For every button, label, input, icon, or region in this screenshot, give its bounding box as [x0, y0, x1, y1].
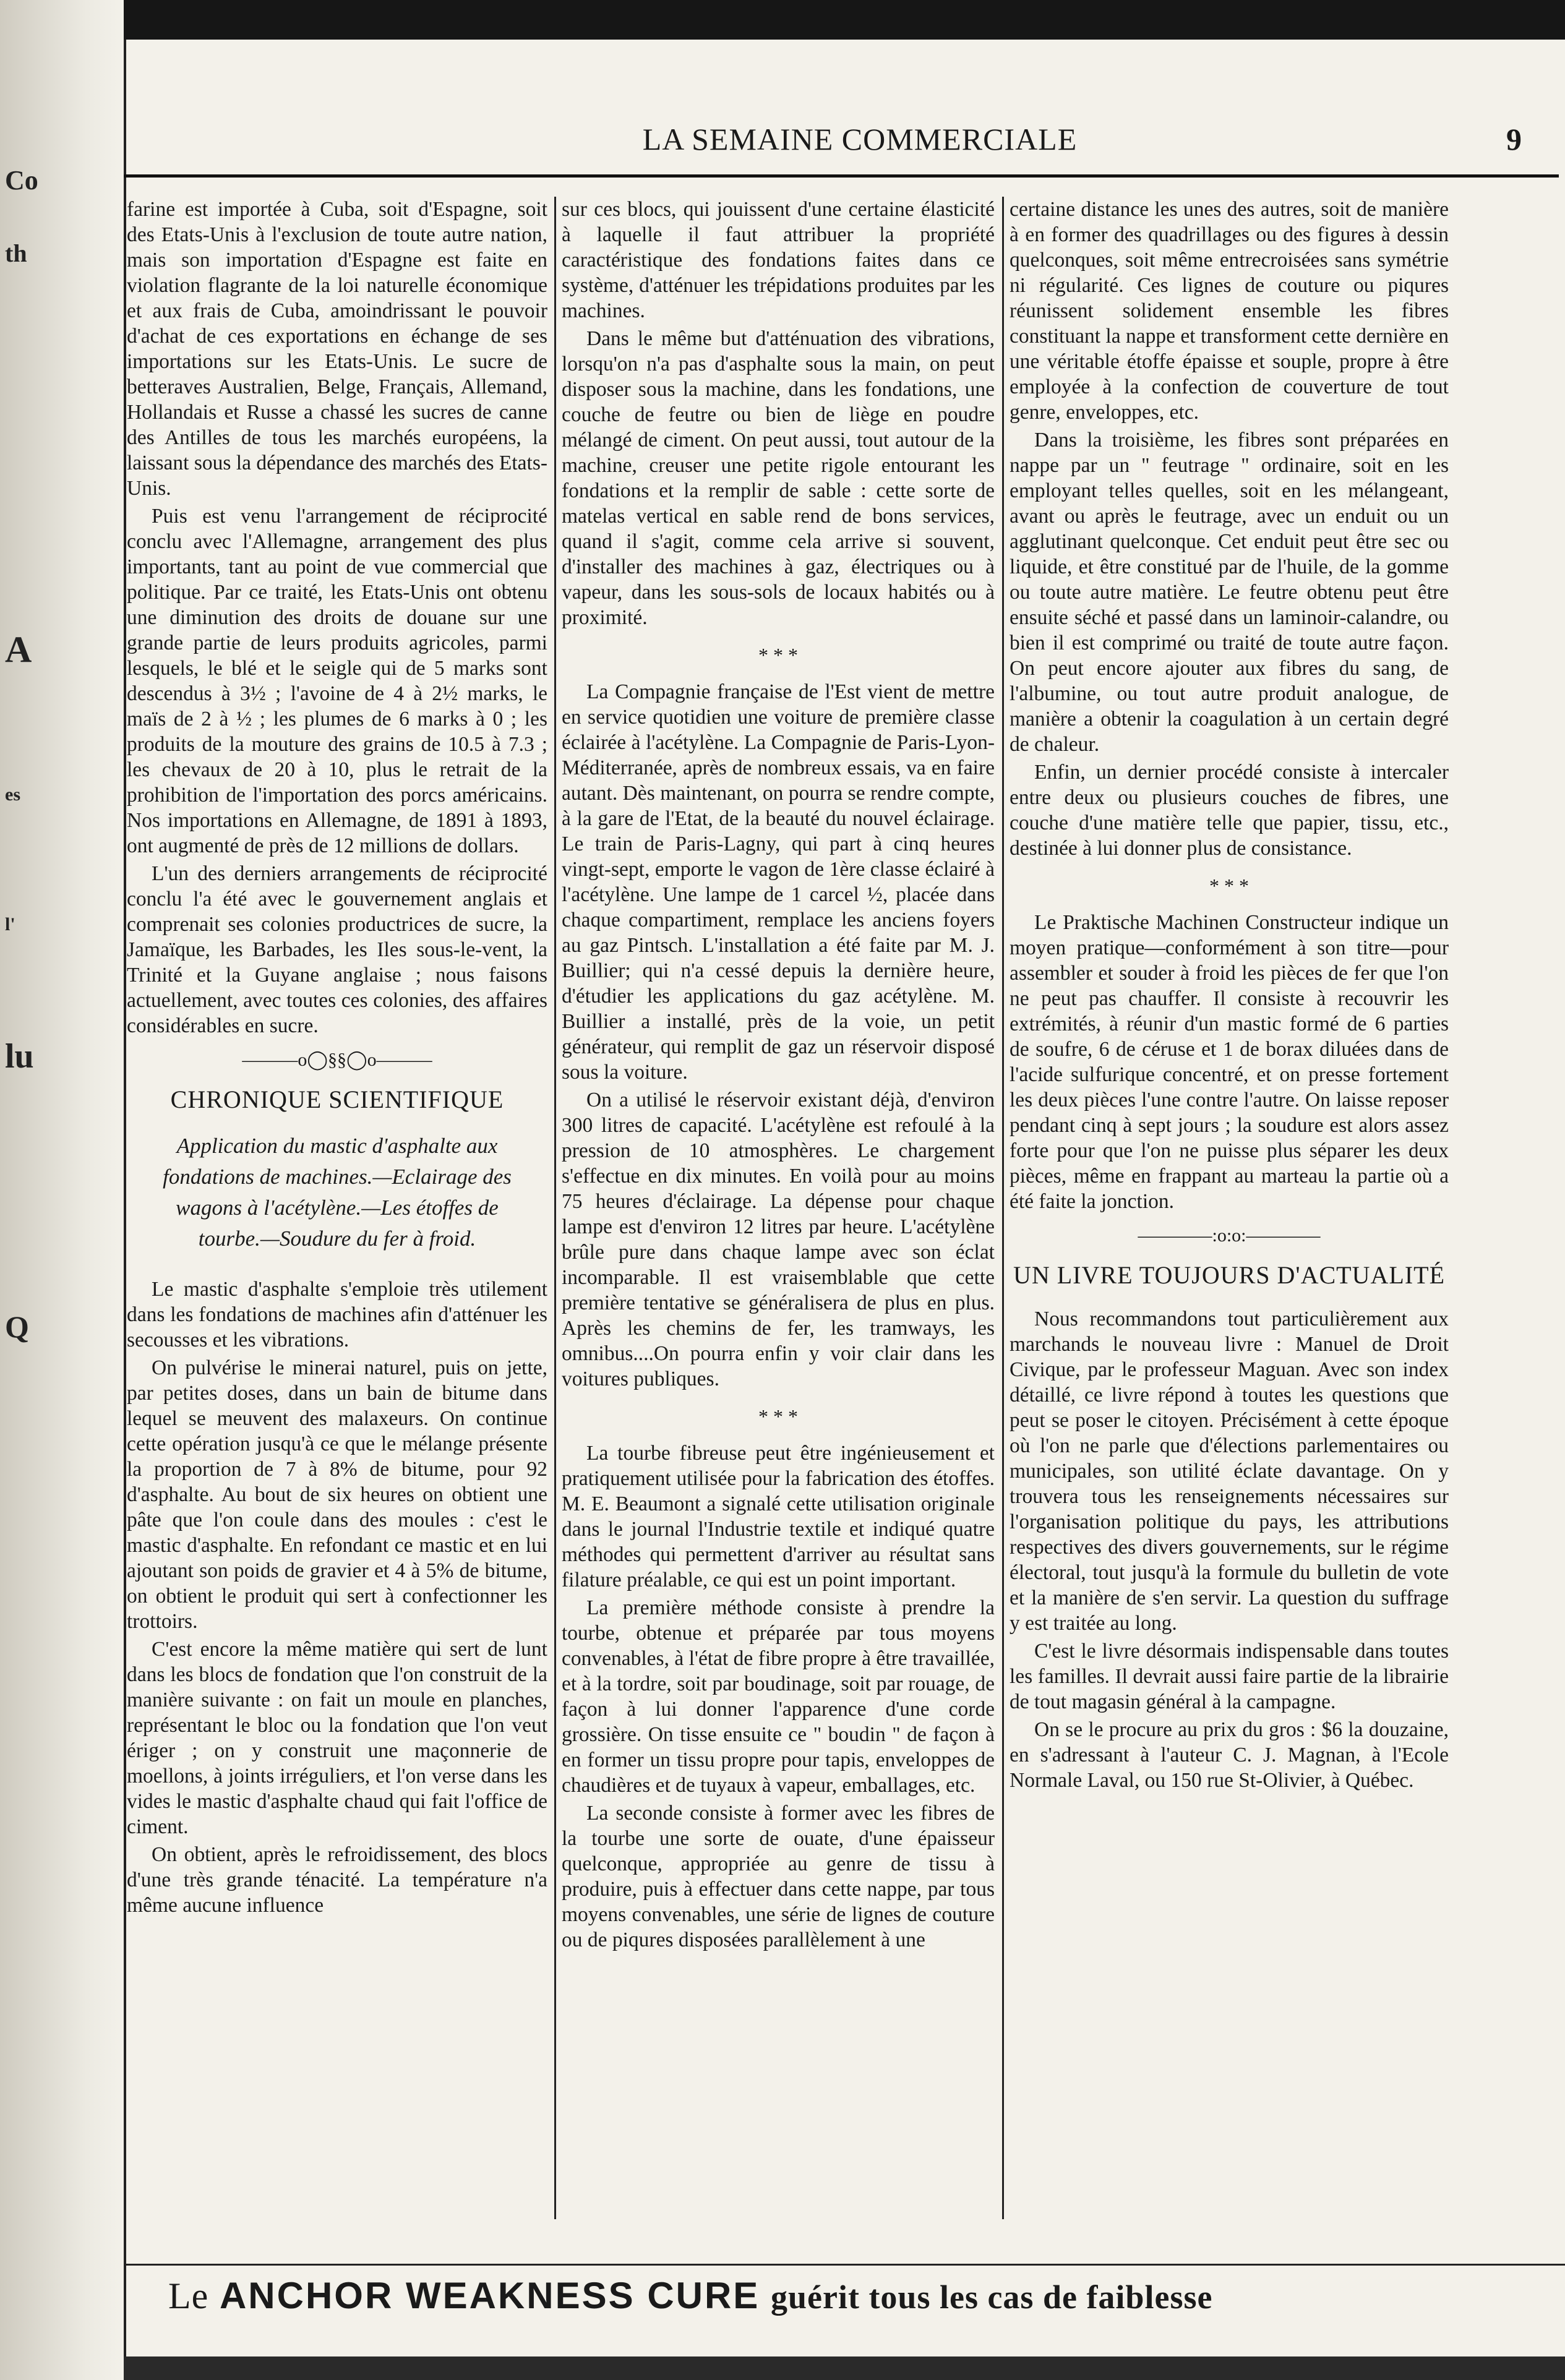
section-ornament: ————:o:o:————	[1138, 1225, 1321, 1246]
paragraph: farine est importée à Cuba, soit d'Espagne, soit des Etats-Unis à l'exclusion de toute autre nation, mais son importation d'Espagne est faite en violation flagrante de la loi naturelle économique et aux frais de Cuba, amoindrissant le pouvoir d'achat de ces exportations en échange de ses importations sur les Etats-Unis. Le sucre de betteraves Australien, Belge, Français, Allemand, Hollandais et Russe a chassé les sucres de canne des Antilles de tous les marchés européens, la laissant sous la dépendance des marchés des Etats-Unis.	[127, 198, 547, 500]
paragraph: C'est le livre désormais indispensable dans toutes les familles. Il devrait aussi faire partie de la librairie de tout magasin général à la campagne.	[1010, 1640, 1449, 1713]
column-divider	[1002, 197, 1004, 2219]
section-title: CHRONIQUE SCIENTIFIQUE	[170, 1085, 504, 1113]
scan-bottom-edge	[124, 2356, 1565, 2380]
column-1	[127, 197, 547, 2225]
advertisement-text	[168, 2274, 1212, 2318]
paragraph: La seconde consiste à former avec les fibres de la tourbe une sorte de ouate, d'une épaisseur quelconque, appropriée au genre de tissu à produire, puis à effectuer dans cette nappe, par tous moyens convenables, une série de lignes de couture ou de piqures disposées parallèlement à une	[562, 1802, 995, 1951]
paragraph: Le Praktische Machinen Constructeur indique un moyen pratique—conformément à son titre—pour assembler et souder à froid les pièces de fer que l'on ne peut pas chauffer. Il consiste à recouvrir les extrémités, à réunir d'un mastic formé de 6 parties de soufre, 6 de céruse et 1 de borax diluées dans de l'acide sulfurique concentré, et on presse fortement les deux pièces l'une contre l'autre. On laisse reposer pendant cinq à sept jours ; la soudure est alors assez forte pour que l'on ne puisse plus séparer les deux pièces, même en frappant au marteau la partie où a été faite la jonction.	[1010, 911, 1449, 1213]
paragraph: Enfin, un dernier procédé consiste à intercaler entre deux ou plusieurs couches de fibres, une couche d'une matière telle que papier, tissu, etc., destinée à lui donner plus de consistance.	[1010, 761, 1449, 860]
margin-fragment: lu	[5, 1037, 34, 1076]
column-2	[562, 197, 995, 2225]
section-title: UN LIVRE TOUJOURS D'ACTUALITÉ	[1013, 1261, 1446, 1289]
paragraph: Dans le même but d'atténuation des vibrations, lorsqu'on n'a pas d'asphalte sous la main, on peut disposer sous la machine, dans les fondations, une couche de feutre ou bien de liège en poudre mélangé de ciment. On peut aussi, tout autour de la machine, creuser une petite rigole entourant les fondations et la remplir de sable : cette sorte de matelas vertical en sable rend de bons services, quand il s'agit, comme cela arrive si souvent, d'installer des machines à gaz, électriques ou à vapeur, dans les sous-sols de locaux habités ou à proximité.	[562, 327, 995, 629]
margin-fragment: es	[5, 784, 20, 805]
column-3	[1010, 197, 1449, 2225]
paragraph: On se le procure au prix du gros : $6 la douzaine, en s'adressant à l'auteur C. J. Magnan, à l'Ecole Normale Laval, ou 150 rue St-Olivier, à Québec.	[1010, 1718, 1449, 1792]
paragraph: La Compagnie française de l'Est vient de mettre en service quotidien une voiture de première classe éclairée à l'acétylène. La Compagnie de Paris-Lyon-Méditerranée, après de nombreux essais, va en faire autant. Dès maintenant, on pourra se rendre compte, à la gare de l'Etat, de la beauté du nouvel éclairage. Le train de Paris-Lagny, qui part à cinq heures vingt-sept, emporte le vagon de 1ère classe éclairé à l'acétylène. Une lampe de 1 carcel ½, placée dans chaque compartiment, remplace les anciens foyers au gaz Pintsch. L'installation a été faite par M. J. Buillier; qui n'a cessé depuis la dernière heure, d'étudier les applications du gaz acétylène. M. Buillier a installé, près de la voie, un petit générateur, qui remplit de gaz un réservoir disposé sous la voiture.	[562, 680, 995, 1084]
paragraph: Nous recommandons tout particulièrement aux marchands le nouveau livre : Manuel de Droit Civique, par le professeur Maguan. Avec son index détaillé, ce livre répond à toutes les questions que peut se poser le citoyen. Précisément à cette époque où l'on ne parle que d'élections parlementaires ou municipales, son utilité éclate davantage. On y trouvera tous les renseignements nécessaires sur l'organisation politique du pays, les attributions respectives des divers gouvernements, sur le régime électoral, tout jusqu'à la formule du bulletin de vote et la manière de s'en servir. La question du suffrage y est traitée au long.	[1010, 1308, 1449, 1635]
paragraph: certaine distance les unes des autres, soit de manière à en former des quadrillages ou des figures à dessin quelconques, soit même entrecroisées sans symétrie ni régularité. Ces lignes de couture ou piqures réunissent solidement ensemble les fibres constituant la nappe et transforment cette dernière en une véritable étoffe épaisse et souple, propre à être employée à la confection de couverture de tout genre, enveloppes, etc.	[1010, 198, 1449, 424]
paragraph: On pulvérise le minerai naturel, puis on jette, par petites doses, dans un bain de bitume dans lequel se meuvent des malaxeurs. On continue cette opération jusqu'à ce que le mélange présente la proportion de 7 à 8% de bitume, pour 92 d'asphalte. Au bout de six heures on obtient une pâte que l'on coule dans des moules : c'est le mastic d'asphalte. En refondant ce mastic et en lui ajoutant son poids de gravier et 4 à 5% de bitume, on obtient le produit qui sert à confectionner les trottoirs.	[127, 1356, 547, 1633]
margin-fragment: Q	[5, 1309, 29, 1344]
paragraph: Puis est venu l'arrangement de réciprocité conclu avec l'Allemagne, arrangement des plus importants, tant au point de vue commercial que politique. Par ce traité, les Etats-Unis ont obtenu une diminution des droits de douane sur une grande partie de leurs produits agricoles, parmi lesquels, le blé et le seigle qui de 5 marks sont descendus à 3½ ; l'avoine de 4 à 2½ marks, le maïs de 2 à ½ ; les plumes de 6 marks à 0 ; les produits de la mouture des grains de 10.5 à 7.3 ; les chevaux de 20 à 10, plus le retrait de la prohibition de l'importation des porcs américains. Nos importations en Allemagne, de 1891 à 1893, ont augmenté de près de 12 millions de dollars.	[127, 505, 547, 857]
paragraph: La première méthode consiste à prendre la tourbe, obtenue et préparée par tous moyens convenables, à l'état de fibre propre à être travaillée, et à la tordre, soit par boudinage, soit par rouage, de façon à lui donner l'apparence d'une corde grossière. On tisse ensuite ce " boudin " de façon à en former un tissu propre pour tapis, enveloppes de chaudières et de tuyaux à vapeur, emballages, etc.	[562, 1596, 995, 1797]
running-title: LA SEMAINE COMMERCIALE	[642, 122, 1078, 156]
margin-fragment: A	[5, 629, 32, 670]
paragraph: Dans la troisième, les fibres sont préparées en nappe par un " feutrage " ordinaire, soit en les employant telles quelles, soit en les mélangeant, avant ou après le feutrage, avec un enduit ou un agglutinant quelconque. Cet enduit peut être sec ou liquide, et être constitué par de l'huile, de la gomme ou toute autre matière. Le feutre obtenu peut être ensuite séché et passé dans un laminoir-calandre, ou bien il est comprimé ou traité de toute autre façon. On peut encore ajouter aux fibres du sang, de l'albumine, ou tout autre produit analogue, de manière a obtenir la coagulation à un certain degré de chaleur.	[1010, 429, 1449, 756]
ad-lead-word: Le	[168, 2275, 209, 2316]
scan-top-edge	[124, 0, 1565, 40]
ad-slogan: guérit tous les cas de faiblesse	[771, 2279, 1213, 2316]
paragraph: On a utilisé le réservoir existant déjà, d'environ 300 litres de capacité. L'acétylène est refoulé à la pression de 10 atmosphères. Le chargement s'effectue en dix minutes. En voilà pour au moins 75 heures d'éclairage. La dépense pour chaque lampe est d'environ 12 litres par heure. L'acétylène brûle pure dans chaque lampe avec son éclat incomparable. Il est vraisemblable que cette première tentative se généralisera de plus en plus. Après les chemins de fer, les tramways, les omnibus....On pourra enfin y voir clair dans les voitures publiques.	[562, 1089, 995, 1390]
paragraph: sur ces blocs, qui jouissent d'une certaine élasticité à laquelle il faut attribuer la propriété caractéristique des fondations faites dans ce système, d'atténuer les trépidations produites par les machines.	[562, 198, 995, 322]
advertisement-banner	[124, 2264, 1565, 2321]
section-ornament: ———o◯§§◯o———	[242, 1050, 432, 1070]
page-number: 9	[1506, 122, 1522, 156]
section-separator-stars: * * *	[758, 1405, 798, 1428]
section-separator-stars: * * *	[1209, 875, 1249, 897]
page-header	[124, 121, 1546, 189]
paragraph: Le mastic d'asphalte s'emploie très utilement dans les fondations de machines afin d'atténuer les secousses et les vibrations.	[127, 1278, 547, 1351]
header-rule	[124, 174, 1559, 178]
paragraph: On obtient, après le refroidissement, des blocs d'une très grande ténacité. La température n'a même aucune influence	[127, 1843, 547, 1917]
margin-fragment: th	[5, 239, 27, 267]
paragraph: L'un des derniers arrangements de réciprocité conclu l'a été avec le gouvernement anglais et comprenait ses colonies productrices de sucre, la Jamaïque, les Barbades, les Iles sous-le-vent, la Trinité et la Guyane anglaise ; nous faisons actuellement, avec toutes ces colonies, des affaires considérables en sucre.	[127, 862, 547, 1037]
margin-fragment: Co	[5, 165, 38, 195]
section-subtitle: Application du mastic d'asphalte aux fondations de machines.—Eclairage des wagons à l'acétylène.—Les étoffes de tourbe.—Soudure du fer à froid.	[163, 1134, 512, 1251]
margin-fragment: l'	[5, 914, 15, 935]
column-divider	[554, 197, 556, 2219]
paragraph: La tourbe fibreuse peut être ingénieusement et pratiquement utilisée pour la fabrication des étoffes. M. E. Beaumont a signalé cette utilisation originale dans le journal l'Industrie textile et indiqué quatre méthodes qui permettent d'arriver au résultat sans filature préalable, ce qui est un point important.	[562, 1442, 995, 1591]
ad-brand-name: ANCHOR WEAKNESS CURE	[219, 2275, 760, 2316]
section-separator-stars: * * *	[758, 644, 798, 666]
adjacent-page-margin	[0, 0, 126, 2380]
paragraph: C'est encore la même matière qui sert de lunt dans les blocs de fondation que l'on construit de la manière suivante : on fait un moule en planches, représentant le bloc ou la fondation que l'on veut ériger ; on y construit une maçonnerie de moellons, à joints irréguliers, et l'on verse dans les vides le mastic d'asphalte chaud qui fait l'office de ciment.	[127, 1638, 547, 1838]
